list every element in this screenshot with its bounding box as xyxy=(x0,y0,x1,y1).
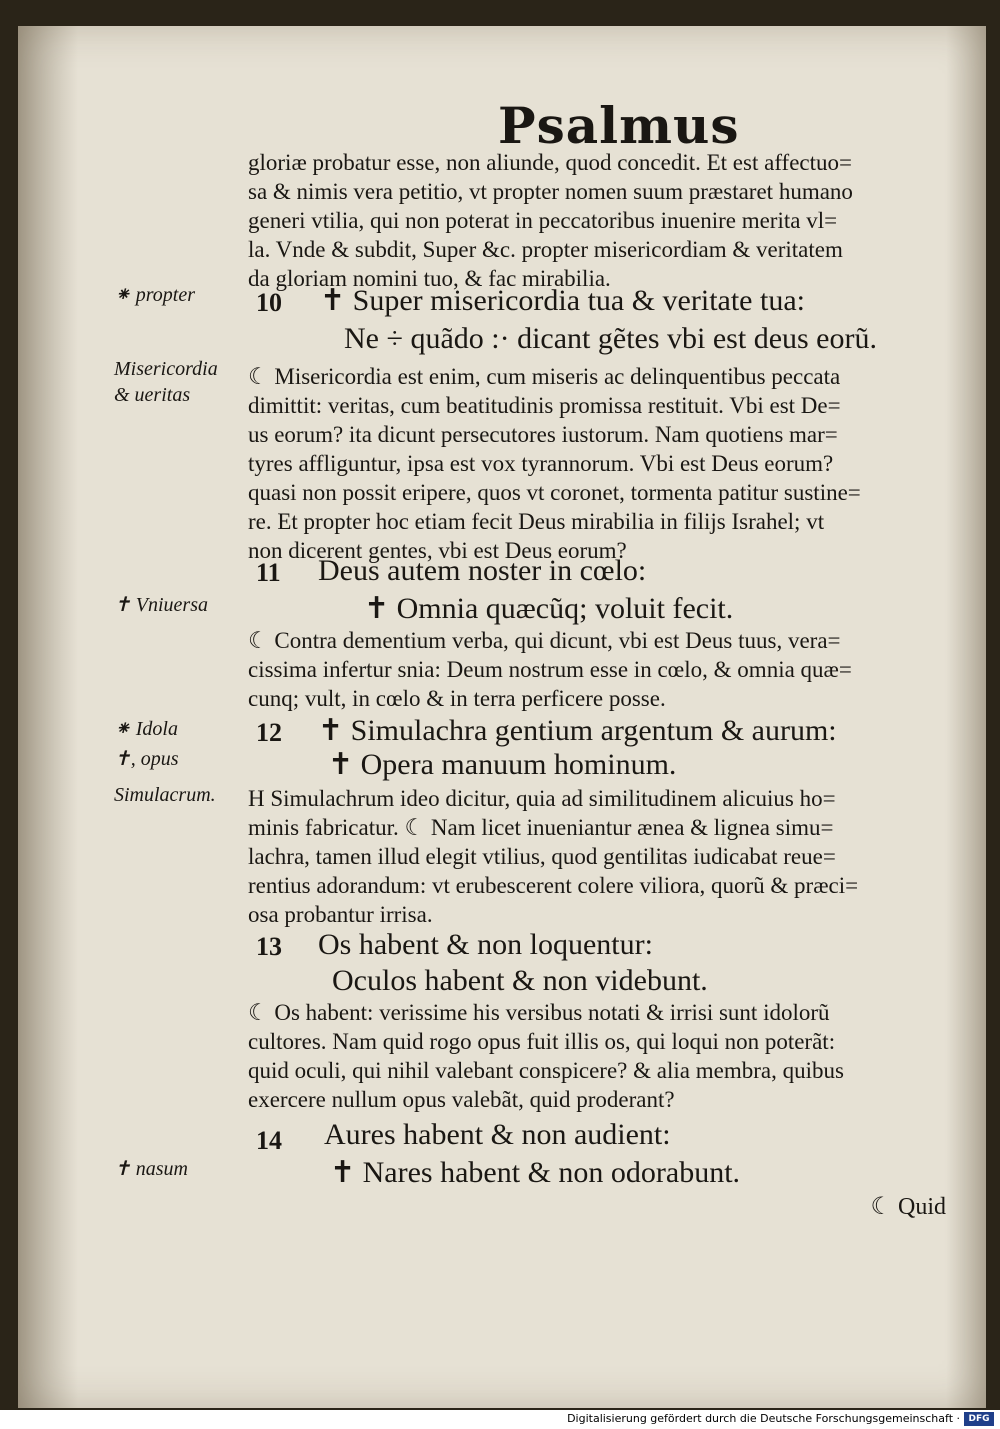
verse-number: 10 xyxy=(256,288,282,317)
text-line: ☾ Os habent: verissime his versibus notati & irrisi sunt idolorũ xyxy=(248,1000,830,1025)
text-line: lachra, tamen illud elegit vtilius, quod gentilitas iudicabat reue= xyxy=(248,844,836,869)
text-line: sa & nimis vera petitio, vt propter nomen suum præstaret humano xyxy=(248,179,853,204)
verse-line: Aures habent & non audient: xyxy=(324,1118,671,1151)
text-line: cultores. Nam quid rogo opus fuit illis os, qui loqui non poterãt: xyxy=(248,1029,836,1054)
verse-line: ✝ Opera manuum hominum. xyxy=(328,748,677,781)
commentary-block xyxy=(248,362,968,565)
text-line: H Simulachrum ideo dicitur, quia ad similitudinem alicuius ho= xyxy=(248,786,836,811)
text-line: minis fabricatur. ☾ Nam licet inueniantur ænea & lignea simu= xyxy=(248,815,834,840)
text-line: tyres affliguntur, ipsa est vox tyrannorum. Vbi est Deus eorum? xyxy=(248,451,834,476)
text-line: cunq; vult, in cœlo & in terra perficere posse. xyxy=(248,686,666,711)
verse-line: Deus autem noster in cœlo: xyxy=(318,554,647,587)
commentary-block xyxy=(248,626,968,713)
verse-number: 11 xyxy=(256,558,281,587)
margin-note: ⁕ propter xyxy=(114,284,196,306)
verse-number: 14 xyxy=(256,1126,282,1155)
text-line: ☾ Misericordia est enim, cum miseris ac delinquentibus peccata xyxy=(248,364,841,389)
commentary-block xyxy=(248,148,968,293)
text-line: us eorum? ita dicunt persecutores iustorum. Nam quotiens mar= xyxy=(248,422,838,447)
commentary-block xyxy=(248,784,968,929)
text-line: osa probantur irrisa. xyxy=(248,902,433,927)
verse-line: Os habent & non loquentur: xyxy=(318,928,653,961)
verse-line: ✝ Simulachra gentium argentum & aurum: xyxy=(318,714,837,747)
margin-note: ✝ Vniuersa xyxy=(114,594,208,616)
margin-note: ⁕ Idola xyxy=(114,718,178,740)
verse-number: 12 xyxy=(256,718,282,747)
footer-credit: Digitalisierung gefördert durch die Deutsche Forschungsgemeinschaft · xyxy=(567,1412,960,1425)
verse-number: 13 xyxy=(256,932,282,961)
verse-line: Ne ÷ quãdo :· dicant gẽtes vbi est deus eorũ. xyxy=(344,322,877,355)
text-line: ☾ Contra dementium verba, qui dicunt, vbi est Deus tuus, vera= xyxy=(248,628,841,653)
text-line: cissima infertur snia: Deum nostrum esse in cœlo, & omnia quæ= xyxy=(248,657,852,682)
text-line: dimittit: veritas, cum beatitudinis promissa restituit. Vbi est De= xyxy=(248,393,841,418)
verse-line: Oculos habent & non videbunt. xyxy=(332,964,708,997)
margin-note: ✝ nasum xyxy=(114,1158,188,1180)
page-spine-shadow xyxy=(18,26,78,1408)
digitization-footer xyxy=(0,1410,1000,1429)
text-line: quasi non possit eripere, quos vt coronet, tormenta patitur sustine= xyxy=(248,480,861,505)
text-line: generi vtilia, qui non poterat in peccatoribus inuenire merita vl= xyxy=(248,208,838,233)
running-head: Psalmus xyxy=(498,96,740,155)
text-line: non dicerent gentes, vbi est Deus eorum? xyxy=(248,538,627,563)
catchword: ☾ Quid xyxy=(870,1194,946,1220)
text-line: re. Et propter hoc etiam fecit Deus mirabilia in filijs Israhel; vt xyxy=(248,509,825,534)
verse-line: ✝ Super misericordia tua & veritate tua: xyxy=(320,284,805,317)
text-line: la. Vnde & subdit, Super &c. propter misericordiam & veritatem xyxy=(248,237,843,262)
margin-note: Misericordia xyxy=(114,358,218,380)
verse-line: ✝ Omnia quæcũq; voluit fecit. xyxy=(364,592,734,625)
verse-line: ✝ Nares habent & non odorabunt. xyxy=(330,1156,741,1189)
text-line: da gloriam nomini tuo, & fac mirabilia. xyxy=(248,266,611,291)
dfg-logo-icon[interactable]: DFG xyxy=(964,1412,994,1426)
book-page xyxy=(18,26,986,1408)
text-line: quid oculi, qui nihil valebant conspicere? & alia membra, quibus xyxy=(248,1058,844,1083)
margin-note: & ueritas xyxy=(114,384,191,406)
text-line: exercere nullum opus valebãt, quid proderant? xyxy=(248,1087,675,1112)
margin-note: ✝, opus xyxy=(114,748,179,770)
commentary-block xyxy=(248,998,968,1114)
text-line: gloriæ probatur esse, non aliunde, quod concedit. Et est affectuo= xyxy=(248,150,852,175)
margin-note: Simulacrum. xyxy=(114,784,216,806)
text-line: rentius adorandum: vt erubescerent colere viliora, quorũ & præci= xyxy=(248,873,859,898)
